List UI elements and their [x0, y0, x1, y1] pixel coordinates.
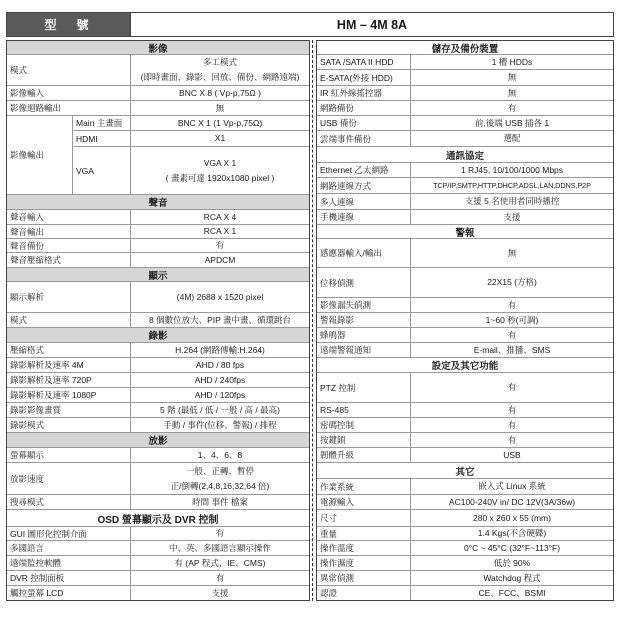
section-audio: 聲音 — [7, 195, 309, 210]
spec-sublabel: VGA — [73, 147, 131, 194]
spec-label: 重量 — [317, 527, 411, 540]
row-storage-ir — [317, 86, 613, 101]
spec-value: 前,後端 USB 插各 1 — [474, 117, 550, 128]
spec-value: AHD / 80 fps — [195, 359, 245, 370]
row-set-password — [317, 418, 613, 433]
spec-value: 支援 — [503, 211, 521, 222]
section-network: 通訊協定 — [317, 147, 613, 163]
spec-value: TCP/IP,SMTP,HTTP,DHCP,ADSL,LAN,DDNS,P2P — [433, 181, 591, 190]
spec-value: 選配 — [503, 133, 521, 143]
section-osd: OSD 螢幕顯示及 DVR 控制 — [7, 510, 309, 527]
spec-value: 無 — [507, 247, 517, 258]
spec-value: 低於 90% — [493, 557, 531, 568]
row-other-temperature — [317, 541, 613, 556]
spec-value: 有 — [215, 572, 225, 583]
spec-value: (4M) 2688 x 1520 pixel — [176, 291, 264, 302]
spec-label: 錄影解析及速率 1080P — [7, 388, 131, 402]
spec-label: PTZ 控制 — [317, 373, 411, 402]
spec-value: 嵌入式 Linux 系統 — [478, 481, 546, 491]
spec-value: 22X15 (方格) — [487, 277, 537, 287]
section-storage: 儲存及備份裝置 — [317, 41, 613, 55]
spec-value — [131, 463, 309, 494]
spec-value-line: ( 畫素可達 1920x1080 pixel ) — [165, 172, 275, 183]
row-audio-backup — [7, 239, 309, 253]
spec-label: 模式 — [7, 313, 131, 327]
row-play-speed — [7, 463, 309, 495]
spec-label: 錄影解析及速率 720P — [7, 373, 131, 387]
spec-value: E-mail、推播、SMS — [473, 344, 551, 355]
spec-value-line: VGA X 1 — [203, 157, 237, 168]
spec-value: 手動 / 事件(位移、警報) / 排程 — [163, 419, 277, 430]
model-label: 型 號 — [7, 13, 130, 36]
row-set-keylock — [317, 433, 613, 448]
row-output-main — [73, 116, 309, 131]
spec-value: 支援 5 名使用者同時播控 — [464, 196, 560, 206]
spec-label: 認證 — [317, 586, 411, 600]
row-output-vga — [73, 147, 309, 194]
spec-label: 手機連線 — [317, 210, 411, 224]
spec-label: 網路連線方式 — [317, 178, 411, 193]
spec-label: 警報錄影 — [317, 313, 411, 327]
spec-label: 影像輸出 — [7, 116, 73, 194]
spec-value: 中、英、多國語言顯示操作 — [168, 542, 271, 553]
spec-label: 顯示解析 — [7, 282, 131, 312]
spec-value: 有 — [507, 102, 517, 113]
spec-value: X1 — [214, 133, 226, 143]
spec-value: AHD / 240fps — [194, 374, 246, 385]
spec-value: APDCM — [204, 254, 236, 265]
row-video-input — [7, 86, 309, 101]
spec-label: 操作濕度 — [317, 556, 411, 570]
row-rec-quality — [7, 403, 309, 418]
row-alarm-videoloss — [317, 298, 613, 313]
spec-label: 操作溫度 — [317, 541, 411, 555]
row-osd-panel — [7, 571, 309, 586]
row-play-search — [7, 495, 309, 510]
spec-label: 聲音壓縮格式 — [7, 253, 131, 267]
spec-sublabel: Main 主畫面 — [73, 116, 131, 130]
spec-label: 影像漏失偵測 — [317, 298, 411, 312]
spec-value: USB — [503, 449, 521, 460]
section-playback: 放影 — [7, 433, 309, 448]
row-other-power — [317, 495, 613, 510]
spec-label: 網路備份 — [317, 101, 411, 115]
spec-label: IR 紅外線搖控器 — [317, 86, 411, 100]
row-audio-input — [7, 210, 309, 225]
row-osd-gui — [7, 527, 309, 541]
spec-value: 有 — [507, 419, 517, 430]
spec-value: 有 — [215, 528, 225, 538]
spec-label: 位移偵測 — [317, 268, 411, 297]
row-rec-1080p — [7, 388, 309, 403]
row-video-output-group — [7, 116, 309, 195]
spec-label: 錄影影像畫質 — [7, 403, 131, 417]
spec-label: DVR 控制面板 — [7, 571, 131, 585]
spec-value: 1~60 秒(可調) — [485, 314, 539, 325]
spec-value: AHD / 120fps — [194, 389, 246, 400]
spec-value: 有 — [215, 240, 225, 250]
spec-label: 聲音輸出 — [7, 225, 131, 238]
spec-value: 有 (AP 程式、IE、CMS) — [174, 557, 266, 568]
spec-value: 有 — [507, 299, 517, 310]
spec-value: 無 — [507, 72, 517, 82]
spec-value: 無 — [507, 87, 517, 98]
spec-value: BNC X 8 ( Vp-p,75Ω ) — [179, 87, 261, 98]
row-alarm-record — [317, 313, 613, 328]
spec-value: 無 — [215, 102, 225, 113]
spec-label: 放影速度 — [7, 463, 131, 494]
row-alarm-buzzer — [317, 328, 613, 343]
spec-label: GUI 圖形化控制介面 — [7, 527, 131, 540]
spec-label: E-SATA(外接 HDD) — [317, 70, 411, 85]
spec-label: Ethernet 乙太網路 — [317, 163, 411, 177]
spec-value: AC100-240V in/ DC 12V(3A/36w) — [448, 496, 576, 507]
section-video: 影像 — [7, 41, 309, 55]
spec-value: CE、FCC、BSMI — [478, 587, 546, 598]
row-other-os — [317, 479, 613, 495]
spec-sublabel: HDMI — [73, 131, 131, 146]
row-net-multiuser — [317, 194, 613, 210]
spec-value: 支援 — [211, 587, 229, 598]
row-net-protocols — [317, 178, 613, 194]
spec-value: 0°C ~ 45°C (32°F~113°F) — [463, 542, 561, 553]
section-settings: 設定及其它功能 — [317, 358, 613, 373]
spec-value: 8 個數位放大、PIP 畫中畫、循環跳台 — [149, 314, 291, 325]
spec-label: 搜尋模式 — [7, 495, 131, 509]
row-rec-4m — [7, 358, 309, 373]
spec-value: RCA X 1 — [203, 226, 237, 236]
spec-value: 1 槽 HDDs — [491, 56, 533, 67]
row-storage-cloud — [317, 131, 613, 147]
spec-value-line: 正/倒轉(2,4,8,16,32,64 倍) — [170, 480, 270, 491]
spec-label: 多人連線 — [317, 194, 411, 209]
row-other-certification — [317, 586, 613, 600]
spec-value-line: 一般、正轉、暫停 — [185, 465, 254, 476]
spec-value: 有 — [507, 329, 517, 340]
left-spec-table — [6, 40, 310, 601]
right-spec-table — [316, 40, 614, 601]
row-other-humidity — [317, 556, 613, 571]
spec-value: H.264 (網路傳輸:H.264) — [175, 344, 265, 355]
row-net-mobile — [317, 210, 613, 225]
spec-label: 螢幕顯示 — [7, 448, 131, 462]
model-value: HM – 4M 8A — [130, 13, 613, 36]
row-display-mode — [7, 313, 309, 328]
spec-value — [131, 55, 309, 85]
spec-value: 1.4 Kgs(不含硬碟) — [477, 528, 547, 538]
spec-label: USB 備份 — [317, 116, 411, 130]
spec-label: 影像迴路輸出 — [7, 101, 131, 115]
row-other-watchdog — [317, 571, 613, 586]
spec-label: 模式 — [7, 55, 131, 85]
row-osd-language — [7, 541, 309, 556]
row-audio-output — [7, 225, 309, 239]
spec-label: 按鍵鎖 — [317, 433, 411, 447]
section-other: 其它 — [317, 463, 613, 479]
spec-label: SATA /SATA II HDD — [317, 55, 411, 69]
spec-label: 多國語言 — [7, 541, 131, 555]
row-osd-lcd — [7, 586, 309, 600]
spec-label: 作業系統 — [317, 479, 411, 494]
row-storage-netbackup — [317, 101, 613, 116]
spec-label: RS-485 — [317, 403, 411, 417]
row-set-firmware — [317, 448, 613, 463]
row-net-ethernet — [317, 163, 613, 178]
spec-value: 有 — [507, 382, 517, 392]
spec-value: RCA X 4 — [203, 211, 237, 222]
spec-value: 5 階 (最低 / 低 / 一般 / 高 / 最高) — [160, 404, 280, 415]
spec-value: Watchdog 程式 — [483, 572, 541, 583]
spec-value: 時間 事件 檔案 — [192, 496, 248, 507]
row-rec-720p — [7, 373, 309, 388]
spec-label: 尺寸 — [317, 510, 411, 526]
spec-value-line: (即時畫面、錄影、回放、備份、網路遠端) — [140, 72, 300, 82]
spec-label: 影像輸入 — [7, 86, 131, 100]
spec-label: 異常偵測 — [317, 571, 411, 585]
video-output-items — [73, 116, 309, 194]
spec-label: 韌體升級 — [317, 448, 411, 462]
spec-value: 280 x 260 x 55 (mm) — [473, 512, 551, 523]
row-osd-remote — [7, 556, 309, 571]
row-storage-esata — [317, 70, 613, 86]
spec-label: 感應器輸入/輸出 — [317, 239, 411, 267]
spec-label: 雲端事件備份 — [317, 131, 411, 146]
section-alarm: 警報 — [317, 225, 613, 239]
row-rec-compression — [7, 343, 309, 358]
row-alarm-motion — [317, 268, 613, 298]
row-other-weight — [317, 527, 613, 541]
spec-label: 觸控螢幕 LCD — [7, 586, 131, 600]
row-set-rs485 — [317, 403, 613, 418]
row-set-ptz — [317, 373, 613, 403]
section-recording: 錄影 — [7, 328, 309, 343]
row-rec-mode — [7, 418, 309, 433]
spec-label: 遠端監控軟體 — [7, 556, 131, 570]
spec-value — [131, 147, 309, 194]
spec-label: 蜂鳴器 — [317, 328, 411, 342]
spec-label: 密碼控制 — [317, 418, 411, 432]
spec-label: 遠端警報通知 — [317, 343, 411, 357]
row-video-loop-out — [7, 101, 309, 116]
row-storage-sata — [317, 55, 613, 70]
spec-label: 聲音備份 — [7, 239, 131, 252]
spec-label: 聲音輸入 — [7, 210, 131, 224]
spec-label: 壓縮格式 — [7, 343, 131, 357]
spec-value: 有 — [507, 404, 517, 415]
spec-label: 錄影解析及速率 4M — [7, 358, 131, 372]
spec-label: 電源輸入 — [317, 495, 411, 509]
spec-value: 1 RJ45, 10/100/1000 Mbps — [460, 164, 564, 175]
row-display-resolution — [7, 282, 309, 313]
row-video-mode — [7, 55, 309, 86]
row-alarm-notify — [317, 343, 613, 358]
spec-value: 1、4、6、8 — [197, 449, 243, 460]
spec-value-line: 多工模式 — [202, 57, 237, 67]
row-output-hdmi — [73, 131, 309, 147]
section-display: 顯示 — [7, 268, 309, 282]
row-storage-usb — [317, 116, 613, 131]
spec-label: 錄影模式 — [7, 418, 131, 432]
row-alarm-sensor — [317, 239, 613, 268]
row-other-size — [317, 510, 613, 527]
row-play-screen — [7, 448, 309, 463]
row-audio-compression — [7, 253, 309, 268]
spec-value: 有 — [507, 434, 517, 445]
spec-value: BNC X 1 (1 Vp-p,75Ω) — [177, 117, 263, 128]
model-header — [6, 12, 614, 37]
column-divider — [312, 40, 313, 601]
